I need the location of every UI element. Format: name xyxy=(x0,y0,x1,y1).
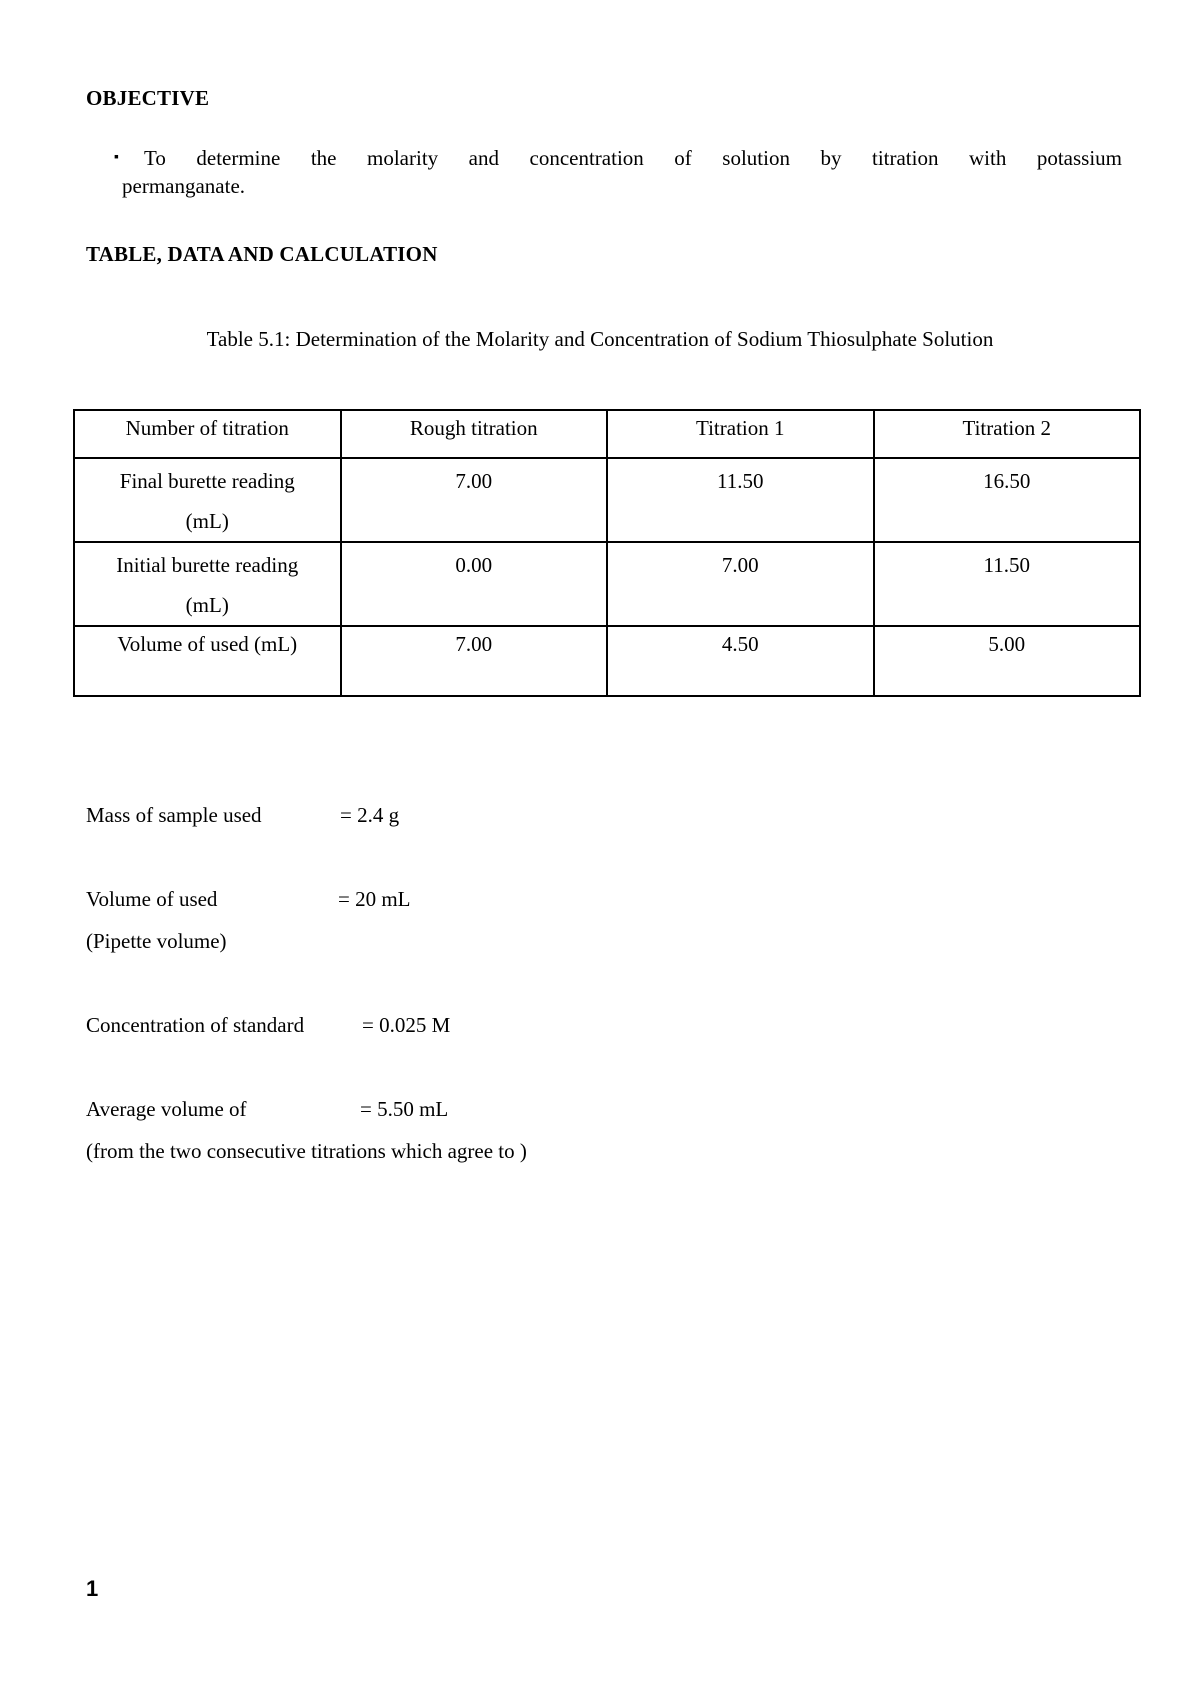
calc-concentration-label: Concentration of standard xyxy=(86,1013,305,1037)
row-label-line1: Initial burette reading xyxy=(116,553,299,577)
table-cell: 7.00 xyxy=(341,626,608,696)
table-row xyxy=(74,458,1140,542)
row-label-line1: Final burette reading xyxy=(119,469,295,493)
calc-average-value: = 5.50 mL xyxy=(360,1097,449,1121)
header-cell: Rough titration xyxy=(341,410,608,458)
calc-concentration-value: = 0.025 M xyxy=(362,1013,451,1037)
table-caption: Table 5.1: Determination of the Molarity and Concentration of Sodium Thiosulphate Solution xyxy=(206,327,994,351)
calc-average-note: (from the two consecutive titrations which agree to ) xyxy=(86,1139,527,1163)
calc-average-label: Average volume of xyxy=(86,1097,247,1121)
row-label-cell xyxy=(74,458,341,542)
calc-concentration xyxy=(86,1004,451,1046)
header-cell: Titration 1 xyxy=(607,410,874,458)
objective-text-line2: permanganate. xyxy=(122,174,246,198)
table-cell: 11.50 xyxy=(607,458,874,542)
table-header-row xyxy=(74,410,1140,458)
row-label-line2: (mL) xyxy=(185,593,229,617)
row-label-line2: (mL) xyxy=(185,509,229,533)
calc-mass xyxy=(86,794,400,836)
objective-bullet xyxy=(114,144,1122,200)
table-cell: 4.50 xyxy=(607,626,874,696)
table-cell: 0.00 xyxy=(341,542,608,626)
bullet-icon: ▪ xyxy=(114,150,119,165)
calc-volume-label: Volume of used xyxy=(86,887,218,911)
table-cell: 7.00 xyxy=(607,542,874,626)
page-number: 1 xyxy=(86,1576,99,1601)
table-cell: 7.00 xyxy=(341,458,608,542)
table-row xyxy=(74,542,1140,626)
table-cell: 16.50 xyxy=(874,458,1141,542)
header-cell: Titration 2 xyxy=(874,410,1141,458)
calc-volume-note: (Pipette volume) xyxy=(86,929,227,953)
row-label-cell xyxy=(74,542,341,626)
calc-volume-value: = 20 mL xyxy=(338,887,411,911)
titration-table xyxy=(73,409,1141,697)
row-label-cell xyxy=(74,626,341,696)
header-cell: Number of titration xyxy=(74,410,341,458)
table-cell: 5.00 xyxy=(874,626,1141,696)
objective-heading: OBJECTIVE xyxy=(86,86,210,110)
table-row xyxy=(74,626,1140,696)
calc-mass-value: = 2.4 g xyxy=(340,803,400,827)
objective-text-line1: To determine the molarity and concentration of solution by titration with potassium xyxy=(144,146,1122,170)
table-data-heading: TABLE, DATA AND CALCULATION xyxy=(86,242,438,266)
calc-average-volume xyxy=(86,1088,527,1172)
row-label-line1: Volume of used (mL) xyxy=(117,632,298,656)
calc-mass-label: Mass of sample used xyxy=(86,803,262,827)
table-cell: 11.50 xyxy=(874,542,1141,626)
calc-volume xyxy=(86,878,411,962)
